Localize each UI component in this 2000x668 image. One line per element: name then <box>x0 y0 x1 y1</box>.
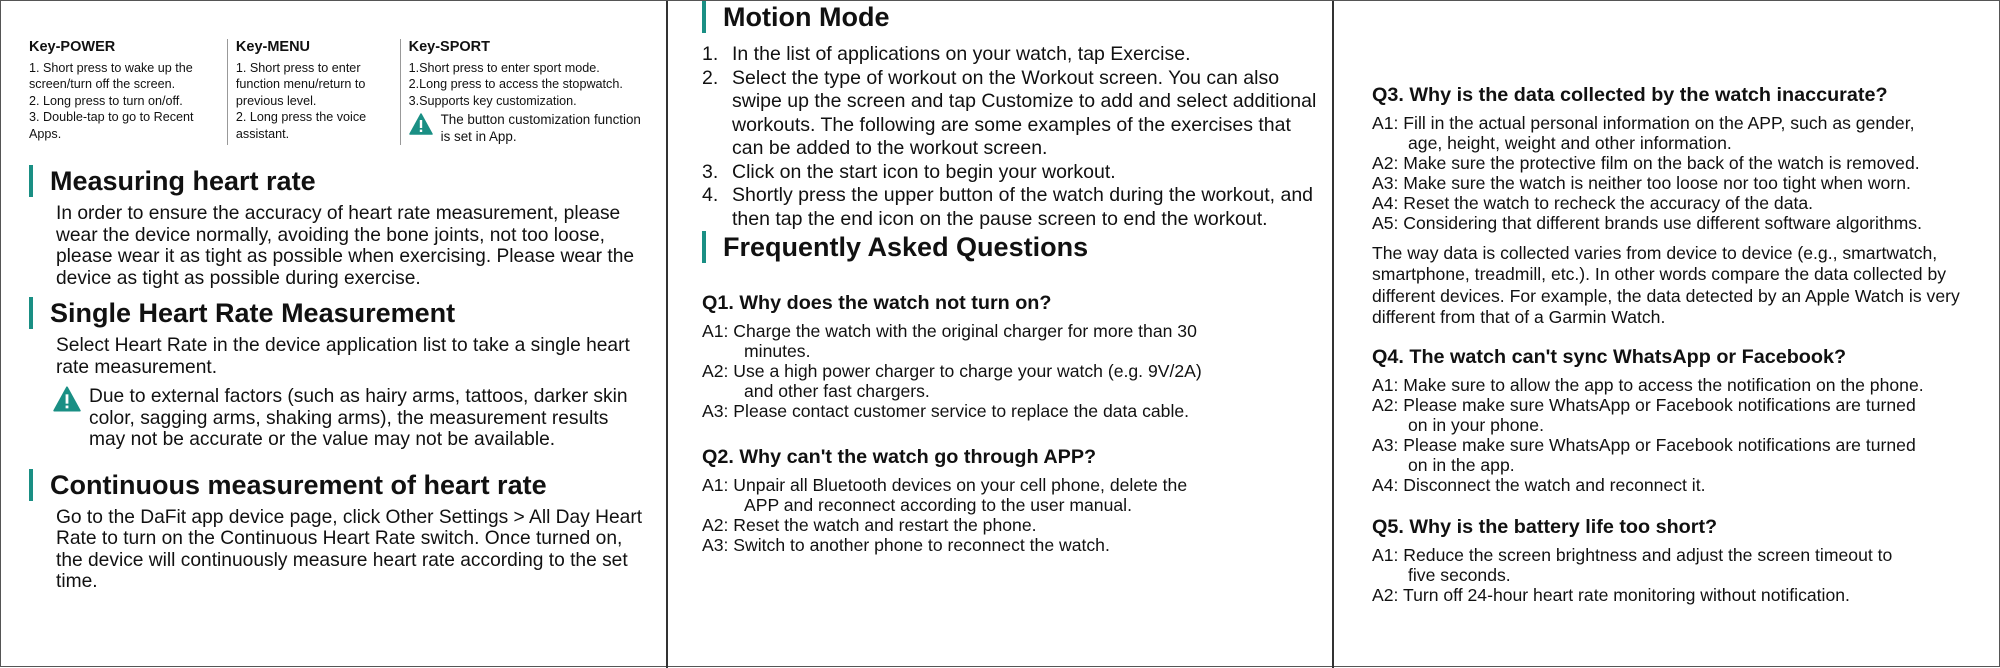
faq-answer-cont: age, height, weight and other information. <box>1408 133 1732 153</box>
faq-answer: A1: Reduce the screen brightness and adjust the screen timeout to <box>1372 544 1893 565</box>
warning-triangle-icon <box>409 113 433 135</box>
faq-question: Q4. The watch can't sync WhatsApp or Facebook? <box>1372 345 1847 368</box>
key-sport <box>400 39 646 145</box>
key-line: 2.Long press to access the stopwatch. <box>408 77 623 91</box>
faq-answer-cont: and other fast chargers. <box>744 381 930 401</box>
key-line: 3. Double-tap to go to Recent Apps. <box>29 110 194 141</box>
key-line: 3.Supports key customization. <box>408 93 577 108</box>
panel-right <box>1334 1 2000 668</box>
faq-answer: A2: Please make sure WhatsApp or Facebook notifications are turned <box>1372 394 1916 415</box>
faq-answers <box>702 475 1322 555</box>
faq-answer: A1: Unpair all Bluetooth devices on your cell phone, delete the <box>702 475 1188 495</box>
section-title-faq: Frequently Asked Questions <box>702 231 1322 263</box>
key-power <box>29 39 219 145</box>
key-note <box>409 112 646 145</box>
faq-answer: A3: Please contact customer service to replace the data cable. <box>702 401 1190 421</box>
faq-answer: A3: Please make sure WhatsApp or Facebook notifications are turned <box>1372 434 1916 455</box>
faq-question: Q5. Why is the battery life too short? <box>1372 515 1718 538</box>
key-line: 1.Short press to enter sport mode. <box>408 60 600 75</box>
faq-answer: A1: Make sure to allow the app to access the notification on the phone. <box>1372 374 1924 395</box>
key-line: 1. Short press to wake up the screen/turn off the screen. <box>29 60 193 91</box>
measuring-text: In order to ensure the accuracy of heart rate measurement, please wear the device normally, avoiding the bone joints, not too loose, please wear it as tight as possible when exercising. Please wear the device as tight as possible during exercise. <box>56 203 635 289</box>
faq-question: Q2. Why can't the watch go through APP? <box>702 446 1097 468</box>
faq-answer-cont: minutes. <box>744 341 811 361</box>
faq-answer-cont: five seconds. <box>1408 564 1511 585</box>
section-title-continuous: Continuous measurement of heart rate <box>29 469 646 501</box>
panel-left <box>1 1 668 668</box>
faq-question: Q1. Why does the watch not turn on? <box>702 292 1052 314</box>
key-title: Key-SPORT <box>408 39 491 55</box>
section-title-motion: Motion Mode <box>702 1 1322 33</box>
list-item: 4. Shortly press the upper button of the watch during the workout, and then tap the end icon on the pause screen to end the workout. <box>702 184 1314 230</box>
faq-answers <box>1372 545 1981 605</box>
faq-answer-cont: APP and reconnect according to the user manual. <box>744 495 1132 515</box>
faq-answers <box>702 321 1322 421</box>
key-descriptions <box>29 39 646 145</box>
key-title: Key-MENU <box>235 39 311 55</box>
faq-answer: A4: Reset the watch to recheck the accuracy of the data. <box>1372 193 1814 213</box>
faq-answer: A3: Switch to another phone to reconnect the watch. <box>702 535 1110 555</box>
list-item: 1. In the list of applications on your watch, tap Exercise. <box>702 43 1191 65</box>
faq-answer: A1: Fill in the actual personal information on the APP, such as gender, <box>1372 113 1915 133</box>
list-item: 3. Click on the start icon to begin your workout. <box>702 160 1116 183</box>
faq-answer: A2: Make sure the protective film on the back of the watch is removed. <box>1372 153 1920 173</box>
key-note-text: The button customization function is set in App. <box>440 112 641 144</box>
faq-answer-cont: on in your phone. <box>1408 414 1544 435</box>
faq-answer: A1: Charge the watch with the original charger for more than 30 <box>702 321 1197 341</box>
warning-triangle-icon <box>53 386 81 412</box>
faq-answer: A5: Considering that different brands use different software algorithms. <box>1372 213 1922 233</box>
motion-steps <box>702 43 1322 231</box>
section-title-measuring: Measuring heart rate <box>29 165 646 197</box>
faq-q3-description: The way data is collected varies from device to device (e.g., smartwatch, smartphone, treadmill, etc.). In other words compare the data collected by different devices. For example, the data detected by an Apple Watch is very different from that of a Garmin Watch. <box>1372 243 1960 328</box>
faq-answer: A2: Turn off 24-hour heart rate monitoring without notification. <box>1372 584 1850 605</box>
faq-answers <box>1372 375 1981 495</box>
key-line: 2. Long press the voice assistant. <box>235 110 367 141</box>
key-title: Key-POWER <box>29 39 116 55</box>
faq-question: Q3. Why is the data collected by the watch inaccurate? <box>1372 84 1888 106</box>
faq-answer: A4: Disconnect the watch and reconnect it. <box>1372 474 1706 495</box>
key-line: 1. Short press to enter function menu/return to previous level. <box>235 60 366 108</box>
faq-answers <box>1372 113 1981 233</box>
faq-answer: A2: Use a high power charger to charge your watch (e.g. 9V/2A) <box>702 361 1202 381</box>
panel-middle <box>668 1 1334 668</box>
faq-answer: A2: Reset the watch and restart the phone. <box>702 515 1037 535</box>
key-menu <box>227 39 392 145</box>
single-note <box>53 386 646 451</box>
single-note-text: Due to external factors (such as hairy arms, tattoos, darker skin color, sagging arms, shaking arms), the measurement results may not be accurate or the value may not be available. <box>89 386 628 450</box>
faq-answer: A3: Make sure the watch is neither too loose nor too tight when worn. <box>1372 173 1911 193</box>
section-title-single: Single Heart Rate Measurement <box>29 297 646 329</box>
key-line: 2. Long press to turn on/off. <box>29 93 183 108</box>
faq-answer-cont: on in the app. <box>1408 454 1515 475</box>
single-text: Select Heart Rate in the device application list to take a single heart rate measurement. <box>56 335 630 378</box>
list-item: 2. Select the type of workout on the Workout screen. You can also swipe up the screen and tap Customize to add and select additional workouts. The following are some examples of the exercises that can be added to the workout screen. <box>702 66 1317 159</box>
continuous-text: Go to the DaFit app device page, click Other Settings > All Day Heart Rate to turn on the Continuous Heart Rate switch. Once turned on, the device will continuously measure heart rate according to the set time. <box>56 506 643 592</box>
